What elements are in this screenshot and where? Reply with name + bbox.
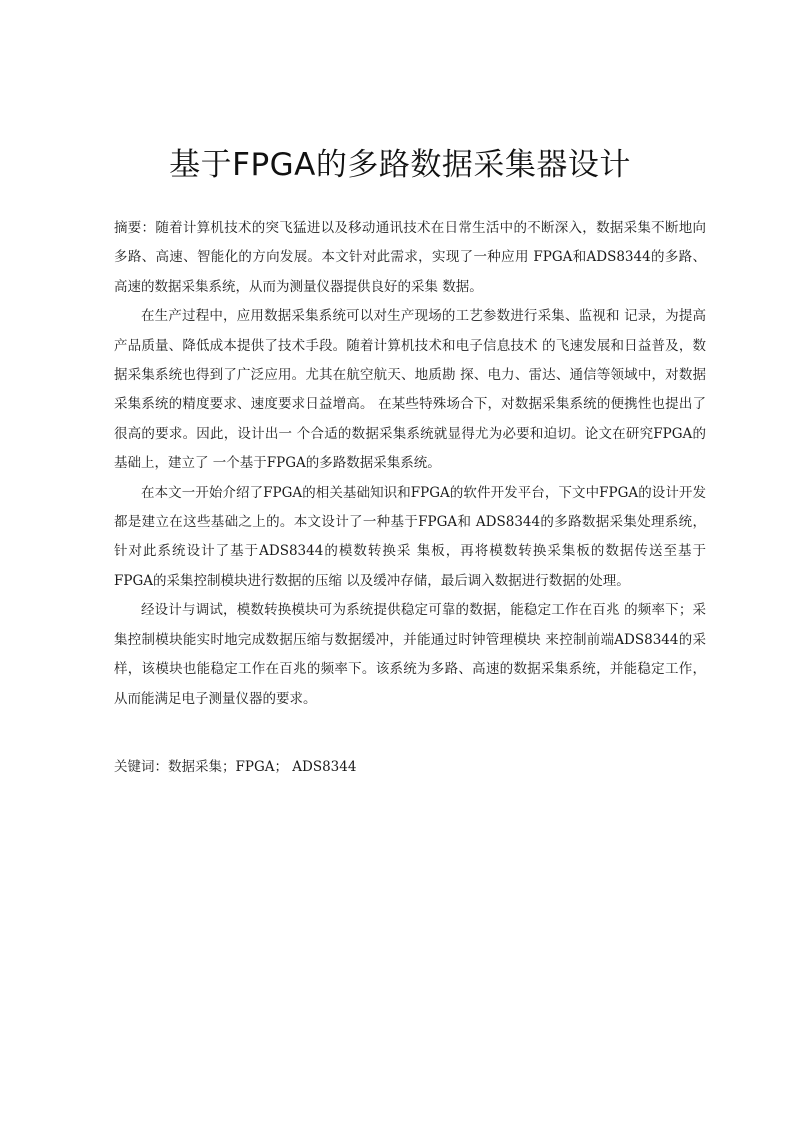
body-paragraph: 经设计与调试，模数转换模块可为系统提供稳定可靠的数据，能稳定工作在百兆 的频率下；采集控制模块能实时地完成数据压缩与数据缓冲，并能通过时钟管理模块 来控制前端ADS8344的采样，该模块也能稳定工作在百兆的频率下。该系统为多路、高速的数据采集系统，并能稳定工作，从而能满足电子测量仪器的要求。 — [114, 602, 706, 707]
page-title: 基于FPGA的多路数据采集器设计 — [169, 147, 631, 183]
abstract-body — [114, 214, 706, 714]
abstract-paragraph: 摘要：随着计算机技术的突飞猛进以及移动通讯技术在日常生活中的不断深入，数据采集不断地向多路、高速、智能化的方向发展。本文针对此需求，实现了一种应用 FPGA和ADS8344的多路、高速的数据采集系统，从而为测量仪器提供良好的采集 数据。 — [114, 220, 706, 295]
body-paragraph: 在生产过程中，应用数据采集系统可以对生产现场的工艺参数进行采集、监视和 记录，为提高产品质量、降低成本提供了技术手段。随着计算机技术和电子信息技术 的飞速发展和日益普及，数据采集系统也得到了广泛应用。尤其在航空航天、地质勘 探、电力、雷达、通信等领域中，对数据采集系统的精度要求、速度要求日益增高。 在某些特殊场合下，对数据采集系统的便携性也提出了很高的要求。因此，设计出一 个合适的数据采集系统就显得尤为必要和迫切。论文在研究FPGA的基础上，建立了 一个基于FPGA的多路数据采集系统。 — [114, 308, 706, 472]
body-paragraph: 在本文一开始介绍了FPGA的相关基础知识和FPGA的软件开发平台，下文中FPGA的设计开发都是建立在这些基础之上的。本文设计了一种基于FPGA和 ADS8344的多路数据采集处理系统，针对此系统设计了基于ADS8344的模数转换采 集板，再将模数转换采集板的数据传送至基于FPGA的采集控制模块进行数据的压缩 以及缓冲存储，最后调入数据进行数据的处理。 — [114, 484, 706, 589]
keywords-line: 关键词：数据采集；FPGA； ADS8344 — [114, 759, 357, 775]
